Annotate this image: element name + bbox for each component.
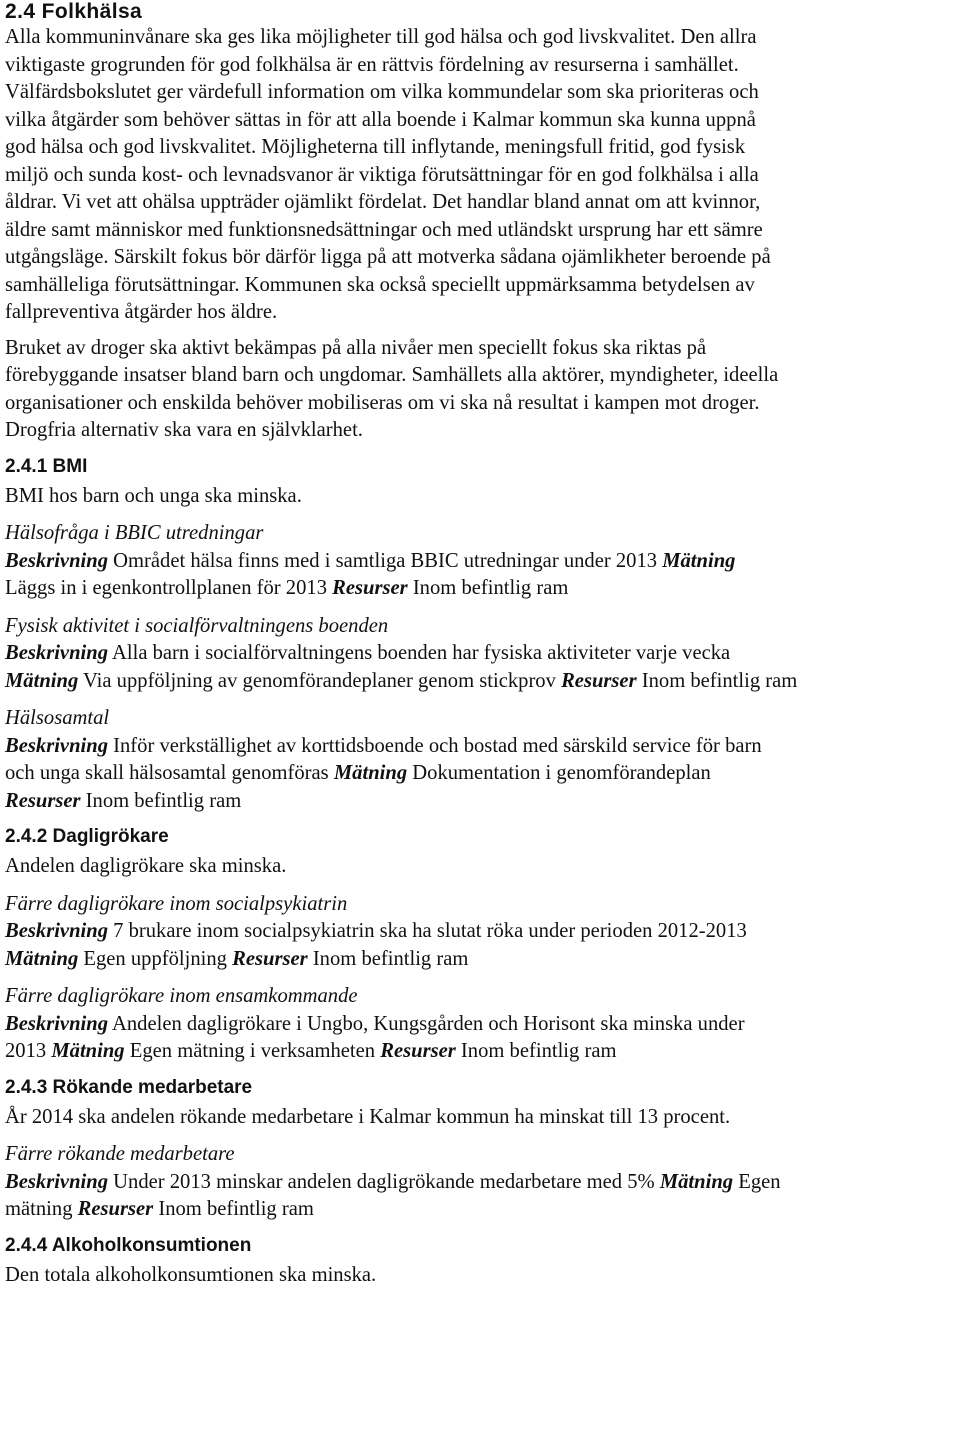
intro-paragraph (5, 24, 944, 327)
label-beskrivning: Beskrivning (5, 1170, 108, 1193)
text-line: åldrar. Vi vet att ohälsa uppträder ojämlikt fördelat. Det handlar bland annat om att kvinnor, (5, 191, 761, 213)
label-matning: Mätning (333, 762, 408, 784)
desc-text: Under 2013 minskar andelen dagligrökande medarbetare med 5% (108, 1170, 660, 1193)
item-description (5, 548, 944, 576)
desc-text: 7 brukare inom socialpsykiatrin ska ha slutat röka under perioden 2012-2013 (108, 920, 747, 942)
drugs-paragraph (5, 335, 944, 445)
res-text: Inom befintlig ram (455, 1040, 617, 1062)
text-line: förebyggande insatser bland barn och ungdomar. Samhällets alla aktörer, myndigheter, ideella (5, 364, 779, 386)
res-text: Inom befintlig ram (636, 669, 798, 692)
text-line: god hälsa och god livskvalitet. Möjligheterna till inflytande, meningsfull fritid, god fysisk (5, 136, 746, 158)
desc-text: Området hälsa finns med i samtliga BBIC utredningar under 2013 (108, 549, 663, 572)
label-matning: Mätning (51, 1040, 125, 1062)
item-description (5, 575, 944, 603)
item-title: Färre dagligrökare inom socialpsykiatrin (5, 892, 348, 915)
label-resurser: Resurser (232, 947, 308, 970)
label-matning: Mätning (5, 669, 79, 692)
desc-text: Alla barn i socialförvaltningens boenden har fysiska aktiviteter varje vecka (108, 642, 731, 664)
text-line: Välfärdsbokslutet ger värdefull information om vilka kommundelar som ska prioriteras och (5, 81, 759, 103)
meas-text: Läggs in i egenkontrollplanen för 2013 (5, 577, 333, 599)
item-description (5, 788, 944, 816)
label-matning: Mätning (662, 549, 736, 572)
text-line: fallpreventiva åtgärder hos äldre. (5, 301, 278, 323)
desc-text: 2013 (5, 1040, 52, 1062)
label-matning: Mätning (659, 1170, 734, 1193)
item-description (5, 760, 944, 788)
item-title: Hälsofråga i BBIC utredningar (5, 522, 264, 544)
item-description (5, 1196, 944, 1224)
label-resurser: Resurser (561, 669, 637, 692)
text-line: Drogfria alternativ ska vara en självklarhet. (5, 419, 363, 441)
meas-text: mätning (5, 1198, 78, 1220)
text-line: Bruket av droger ska aktivt bekämpas på alla nivåer men speciellt fokus ska riktas på (5, 336, 707, 359)
label-resurser: Resurser (5, 789, 81, 812)
text-line: utgångsläge. Särskilt fokus bör därför ligga på att motverka sådana ojämlikheter beroende på (5, 246, 771, 268)
text-line: viktigaste grogrunden för god folkhälsa är en rättvis fördelning av resurserna i samhället. (5, 53, 739, 76)
goal-text: BMI hos barn och unga ska minska. (5, 484, 302, 507)
text-line: miljö och sunda kost- och levnadsvanor är viktiga förutsättningar för en god folkhälsa i alla (5, 163, 759, 186)
desc-text: Andelen dagligrökare i Ungbo, Kungsgården och Horisont ska minska under (108, 1012, 745, 1035)
goal-text: Andelen dagligrökare ska minska. (5, 855, 287, 877)
res-text: Inom befintlig ram (80, 789, 242, 812)
subsection-heading-smokers: 2.4.2 Dagligrökare (5, 826, 169, 847)
item-description (5, 918, 944, 946)
label-beskrivning: Beskrivning (5, 642, 108, 664)
item-title: Fysisk aktivitet i socialförvaltningens boenden (5, 614, 389, 637)
item-title: Färre dagligrökare inom ensamkommande (5, 985, 358, 1007)
res-text: Inom befintlig ram (307, 947, 469, 970)
res-text: Inom befintlig ram (407, 577, 569, 599)
label-resurser: Resurser (332, 577, 408, 599)
text-line: vilka åtgärder som behöver sättas in för att alla boende i Kalmar kommun ska kunna uppnå (5, 108, 756, 131)
subsection-heading-bmi: 2.4.1 BMI (5, 455, 88, 477)
meas-text: Egen uppföljning (78, 947, 233, 970)
item-description (5, 1011, 944, 1039)
text-line: samhälleliga förutsättningar. Kommunen ska också speciellt uppmärksamma betydelsen av (5, 273, 755, 296)
label-resurser: Resurser (380, 1040, 456, 1062)
item-description (5, 946, 944, 974)
item-title: Hälsosamtal (5, 707, 110, 729)
text-line: Alla kommuninvånare ska ges lika möjligheter till god hälsa och god livskvalitet. Den allra (5, 26, 757, 48)
res-text: Inom befintlig ram (153, 1198, 314, 1220)
label-beskrivning: Beskrivning (5, 549, 108, 572)
label-resurser: Resurser (77, 1198, 154, 1220)
subsection-heading-alcohol: 2.4.4 Alkoholkonsumtionen (5, 1234, 252, 1256)
meas-text: Via uppföljning av genomförandeplaner genom stickprov (78, 669, 562, 692)
label-beskrivning: Beskrivning (5, 734, 108, 757)
item-description (5, 668, 944, 696)
goal-text: År 2014 ska andelen rökande medarbetare i Kalmar kommun ha minskat till 13 procent. (5, 1105, 731, 1128)
item-description (5, 733, 944, 761)
item-description (5, 1169, 944, 1197)
label-beskrivning: Beskrivning (5, 1012, 108, 1035)
item-description (5, 640, 944, 668)
desc-text: Inför verkställighet av korttidsboende och bostad med särskild service för barn (108, 734, 762, 757)
meas-text: Dokumentation i genomförandeplan (407, 762, 711, 784)
label-beskrivning: Beskrivning (5, 920, 108, 942)
text-line: äldre samt människor med funktionsnedsättningar och med utländskt ursprung har ett sämre (5, 218, 763, 241)
subsection-heading-staff: 2.4.3 Rökande medarbetare (5, 1076, 253, 1098)
item-title: Färre rökande medarbetare (5, 1143, 235, 1165)
goal-text: Den totala alkoholkonsumtionen ska minska. (5, 1263, 377, 1286)
item-description (5, 1038, 944, 1066)
meas-text: Egen (733, 1170, 781, 1193)
section-title: 2.4 Folkhälsa (5, 0, 143, 23)
label-matning: Mätning (5, 947, 79, 970)
desc-text: och unga skall hälsosamtal genomföras (5, 762, 334, 784)
meas-text: Egen mätning i verksamheten (124, 1040, 381, 1062)
text-line: organisationer och enskilda behöver mobiliseras om vi ska nå resultat i kampen mot droger. (5, 391, 760, 414)
